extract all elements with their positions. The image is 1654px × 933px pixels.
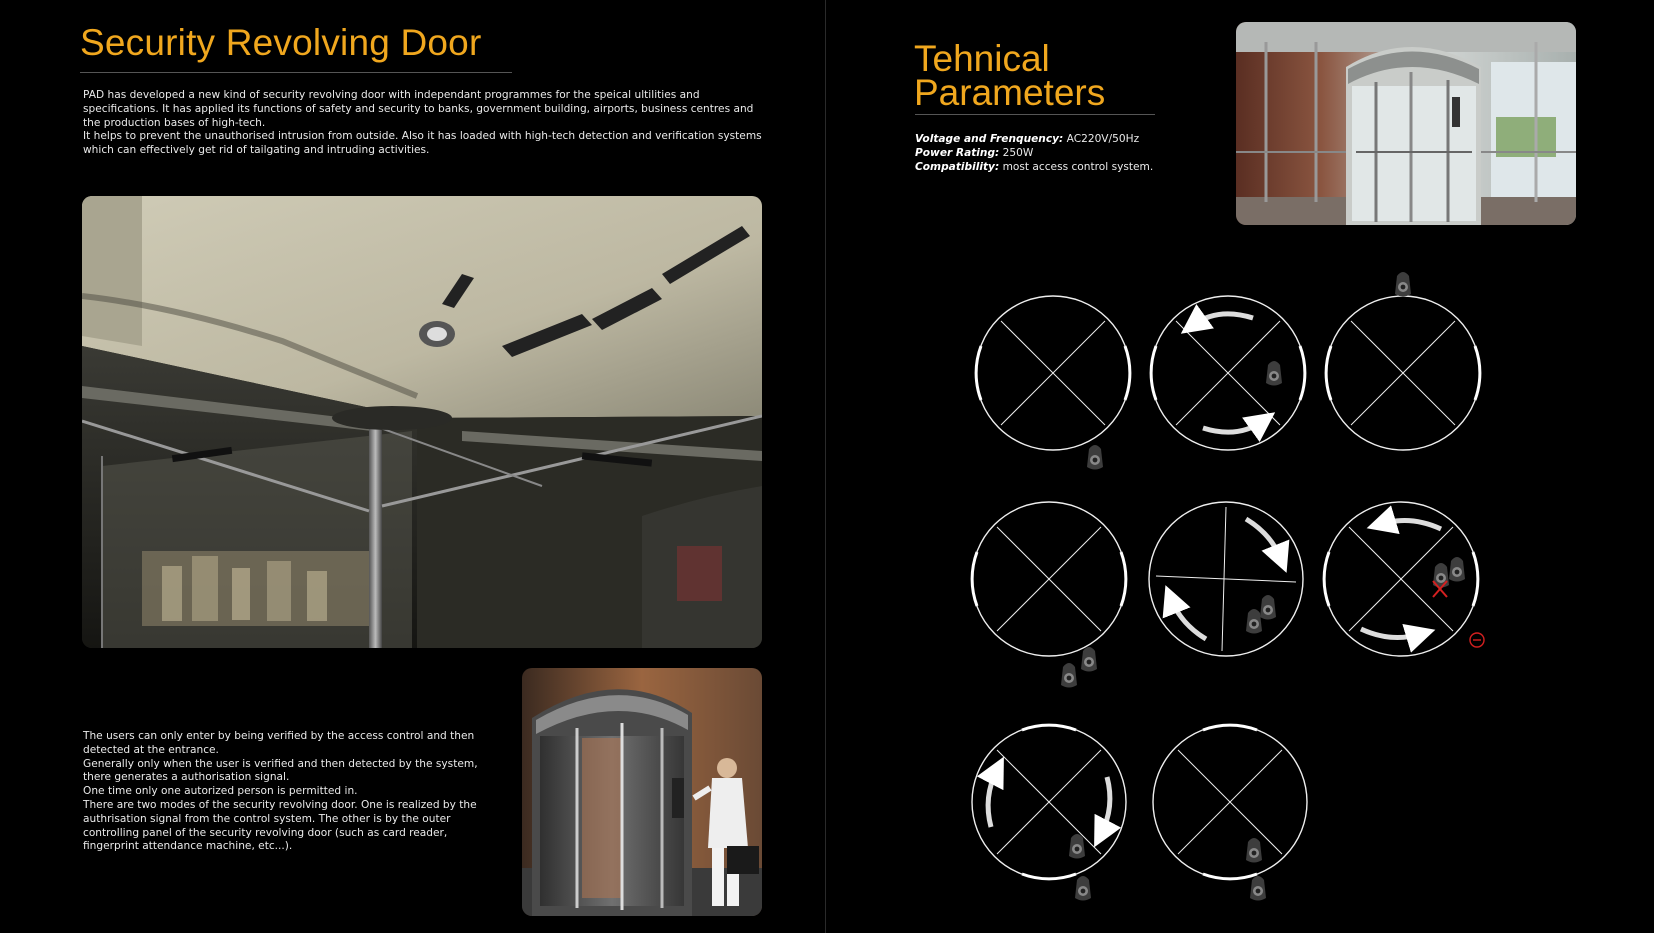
rotation-arrow-icon: [1381, 520, 1441, 529]
diagram-rotating: [1151, 296, 1305, 450]
description-text: [83, 730, 488, 854]
rotation-arrow-icon: [988, 770, 997, 827]
rotation-arrow-icon: [1246, 519, 1281, 559]
person-icon: [1266, 361, 1282, 386]
parameter-label: Power Rating:: [915, 146, 1000, 159]
door-entrance-photo: [522, 668, 762, 916]
operation-diagrams: [826, 0, 1654, 933]
rotation-arrow-icon: [1203, 421, 1263, 432]
person-icon: [1081, 647, 1097, 672]
intro-paragraph: PAD has developed a new kind of security revolving door with independant programmes for the speical ultilities and specifications. It has applied its functions of safety and security to banks, government building, airports, business centres and the production bases of high-tech.: [83, 89, 754, 129]
person-icon: [1069, 834, 1085, 859]
parameter-value: 250W: [999, 146, 1034, 159]
intro-paragraph: It helps to prevent the unauthorised intrusion from outside. Also it has loaded with high-tech detection and verification systems which can effectively get rid of tailgating and intruding activities.: [83, 130, 762, 157]
person-icon: [1246, 609, 1262, 634]
parameter-label: Compatibility:: [915, 160, 1000, 173]
parameters-title-line: Parameters: [914, 72, 1106, 113]
diagram-reverse: [972, 725, 1126, 901]
rotation-arrow-icon: [1193, 314, 1253, 325]
diagram-exit: [1153, 725, 1307, 901]
diagram-tailgate-denied: [1324, 502, 1484, 656]
parameter-value: most access control system.: [999, 160, 1154, 173]
person-icon: [1246, 838, 1262, 863]
description-paragraph: The users can only enter by being verified by the access control and then detected at the entrance.: [83, 730, 475, 756]
rotation-arrow-icon: [1101, 777, 1110, 834]
description-paragraph: Generally only when the user is verified and then detected by the system, there generates a authorisation signal.: [83, 757, 478, 784]
title-underline: [80, 72, 512, 73]
left-page: [0, 0, 825, 933]
person-icon: [1449, 557, 1465, 582]
person-icon: [1395, 272, 1411, 297]
page-title: Security Revolving Door: [80, 22, 482, 63]
right-page: [826, 0, 1654, 933]
rotation-arrow-icon: [1361, 629, 1421, 638]
no-entry-icon: [1470, 633, 1484, 647]
diagram-four-wing: [1149, 502, 1303, 656]
parameter-label: Voltage and Frenquency:: [915, 133, 1064, 145]
person-icon: [1061, 663, 1077, 688]
person-icon: [1075, 876, 1091, 901]
description-paragraph: There are two modes of the security revolving door. One is realized by the authrisation signal from the control system. The other is by the outer controlling panel of the security revolving door (such as card reader, fingerprint attendance machine, etc...).: [83, 798, 477, 853]
intro-text: [83, 89, 763, 158]
diagram-closed: [976, 296, 1130, 470]
person-icon: [1250, 876, 1266, 901]
parameter-value: AC220V/50Hz: [1063, 133, 1140, 145]
door-interior-photo: [82, 196, 762, 648]
person-icon: [1260, 595, 1276, 620]
person-icon: [1087, 445, 1103, 470]
diagram-waiting: [1326, 272, 1480, 450]
diagram-two-persons: [972, 502, 1126, 688]
parameters-title-line: Tehnical: [914, 38, 1050, 79]
description-paragraph: One time only one autorized person is permitted in.: [83, 785, 358, 798]
rotation-arrow-icon: [1171, 599, 1206, 639]
